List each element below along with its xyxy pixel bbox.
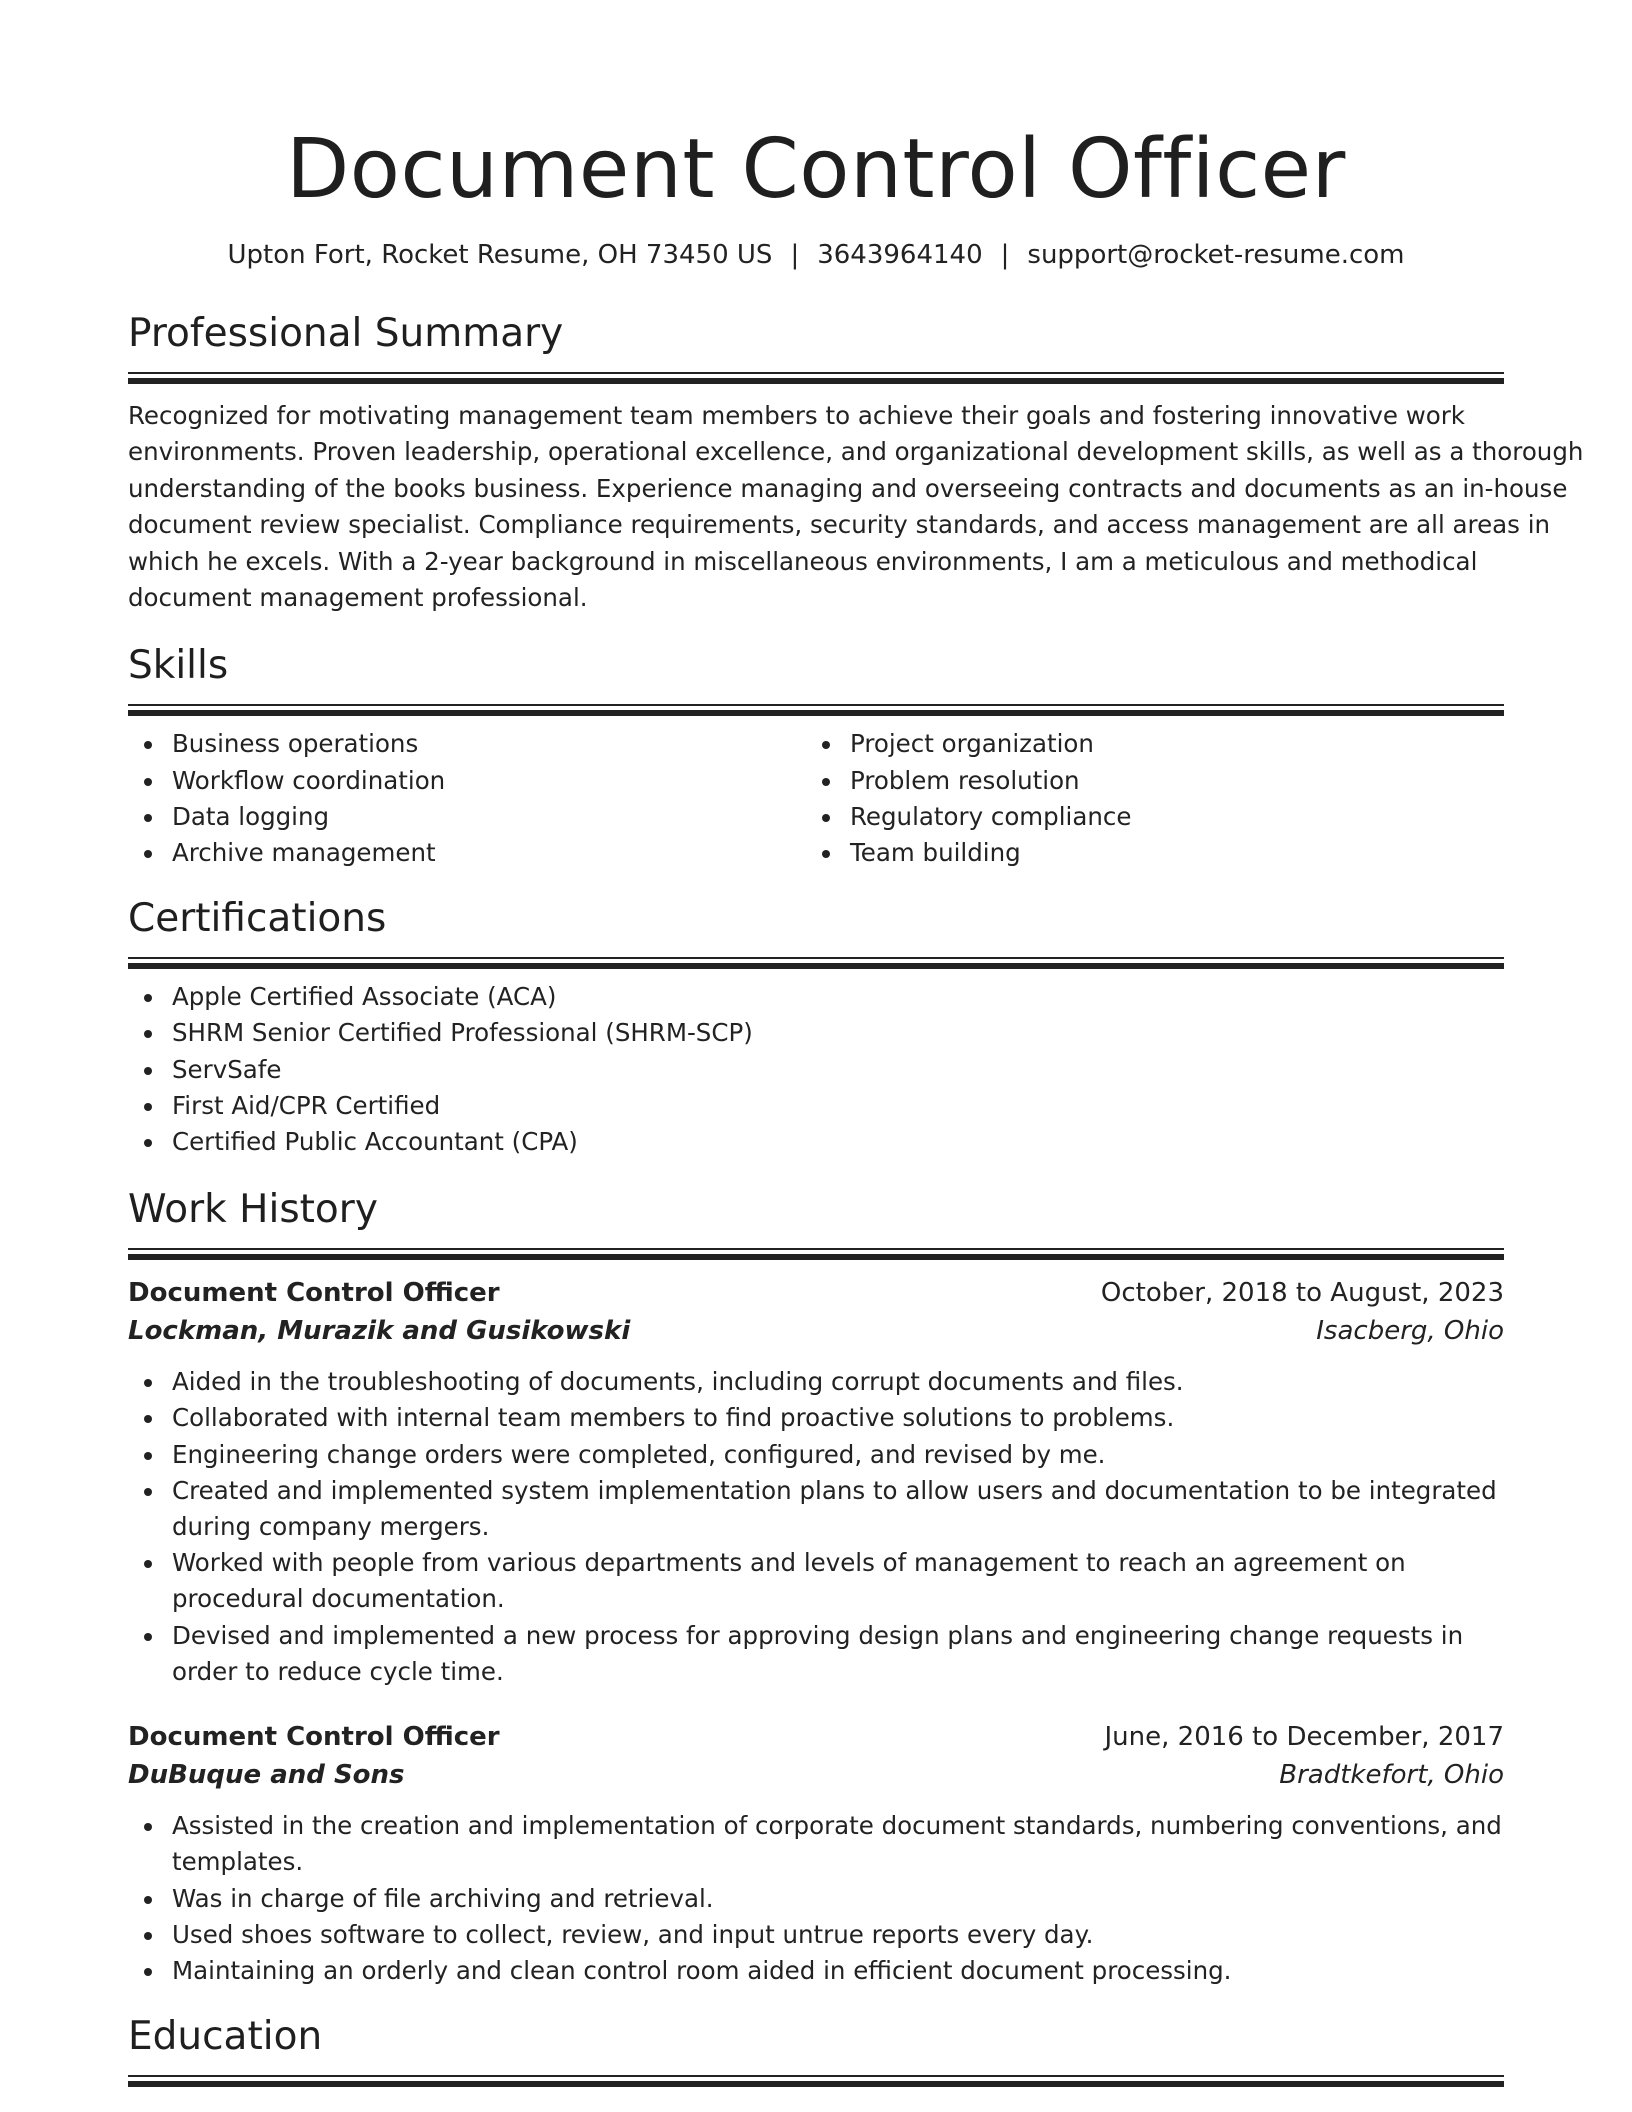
contact-address: Upton Fort, Rocket Resume, OH 73450 US [227, 240, 773, 270]
contact-email: support@rocket-resume.com [1027, 240, 1405, 270]
skills-list-left [128, 726, 806, 871]
job-bullet: Created and implemented system implementation plans to allow users and documentation to be integrated during company mergers. [128, 1473, 1504, 1545]
job-subheader [128, 1312, 1504, 1350]
skill-item: Regulatory compliance [806, 799, 1484, 835]
job-entry [128, 1718, 1504, 1989]
section-divider [128, 2075, 1504, 2087]
section-divider [128, 372, 1504, 384]
skills-section [128, 642, 1504, 871]
summary-line: Recognized for motivating management team members to achieve their goals and fostering innovative work [128, 401, 1465, 430]
summary-line: understanding of the books business. Experience managing and overseeing contracts and documents as an in-house [128, 473, 1568, 503]
summary-line: document review specialist. Compliance requirements, security standards, and access management are all areas in [128, 510, 1551, 540]
summary-line: document management professional. [128, 583, 588, 613]
certification-item: Certified Public Accountant (CPA) [128, 1124, 1504, 1160]
certifications-section [128, 895, 1504, 1160]
job-company: DuBuque and Sons [128, 1760, 405, 1791]
summary-section [128, 310, 1584, 616]
section-divider [128, 1248, 1504, 1260]
skill-item: Team building [806, 835, 1484, 871]
resume-name: Document Control Officer [286, 122, 1346, 217]
job-bullet: Devised and implemented a new process for approving design plans and engineering change requests in order to reduce cycle time. [128, 1618, 1504, 1690]
job-title: Document Control Officer [128, 1722, 500, 1753]
skill-item: Workflow coordination [128, 763, 806, 799]
summary-text [128, 398, 1584, 616]
contact-separator: | [1000, 240, 1010, 270]
work-history-section [128, 1186, 1504, 1989]
job-location: Isacberg, Ohio [1316, 1316, 1504, 1347]
job-bullets [128, 1808, 1504, 1989]
certification-item: SHRM Senior Certified Professional (SHRM-SCP) [128, 1015, 1504, 1051]
job-bullet: Aided in the troubleshooting of documents, including corrupt documents and files. [128, 1364, 1504, 1400]
section-title-summary: Professional Summary [128, 311, 564, 356]
job-location: Bradtkefort, Ohio [1279, 1760, 1504, 1791]
education-section [128, 2013, 1504, 2087]
job-bullet: Used shoes software to collect, review, and input untrue reports every day. [128, 1917, 1504, 1953]
job-bullets [128, 1364, 1504, 1690]
section-divider [128, 957, 1504, 969]
contact-line [128, 238, 1504, 272]
certification-item: Apple Certified Associate (ACA) [128, 979, 1504, 1015]
job-bullet: Was in charge of file archiving and retrieval. [128, 1881, 1504, 1917]
job-bullet: Engineering change orders were completed, configured, and revised by me. [128, 1437, 1504, 1473]
resume-page [128, 0, 1584, 2087]
job-bullet: Collaborated with internal team members to find proactive solutions to problems. [128, 1400, 1504, 1436]
skills-list-right [806, 726, 1484, 871]
job-company: Lockman, Murazik and Gusikowski [128, 1316, 631, 1347]
job-bullet: Maintaining an orderly and clean control room aided in efficient document processing. [128, 1953, 1504, 1989]
job-bullet: Worked with people from various departments and levels of management to reach an agreement on procedural documentation. [128, 1545, 1504, 1617]
summary-line: which he excels. With a 2-year background in miscellaneous environments, I am a meticulous and methodical [128, 546, 1478, 576]
job-dates: June, 2016 to December, 2017 [1104, 1722, 1504, 1753]
section-divider [128, 704, 1504, 716]
skill-item: Business operations [128, 726, 806, 762]
job-header [128, 1718, 1504, 1756]
skill-item: Project organization [806, 726, 1484, 762]
job-title: Document Control Officer [128, 1278, 500, 1309]
section-title-certifications: Certifications [128, 896, 387, 942]
section-title-work-history: Work History [128, 1187, 378, 1233]
contact-separator: | [790, 240, 800, 270]
job-subheader [128, 1756, 1504, 1794]
job-header [128, 1274, 1504, 1312]
certifications-list [128, 979, 1504, 1160]
certification-item: First Aid/CPR Certified [128, 1088, 1504, 1124]
skill-item: Archive management [128, 835, 806, 871]
section-title-education: Education [128, 2014, 323, 2060]
skill-item: Data logging [128, 799, 806, 835]
certification-item: ServSafe [128, 1052, 1504, 1088]
section-title-skills: Skills [128, 643, 229, 689]
job-bullet: Assisted in the creation and implementation of corporate document standards, numbering conventions, and templates. [128, 1808, 1504, 1880]
skills-grid [128, 726, 1504, 871]
job-entry [128, 1274, 1504, 1690]
skill-item: Problem resolution [806, 763, 1484, 799]
summary-line: environments. Proven leadership, operational excellence, and organizational development skills, as well as a thorough [128, 437, 1584, 467]
contact-phone: 3643964140 [817, 240, 983, 270]
job-dates: October, 2018 to August, 2023 [1100, 1278, 1504, 1309]
